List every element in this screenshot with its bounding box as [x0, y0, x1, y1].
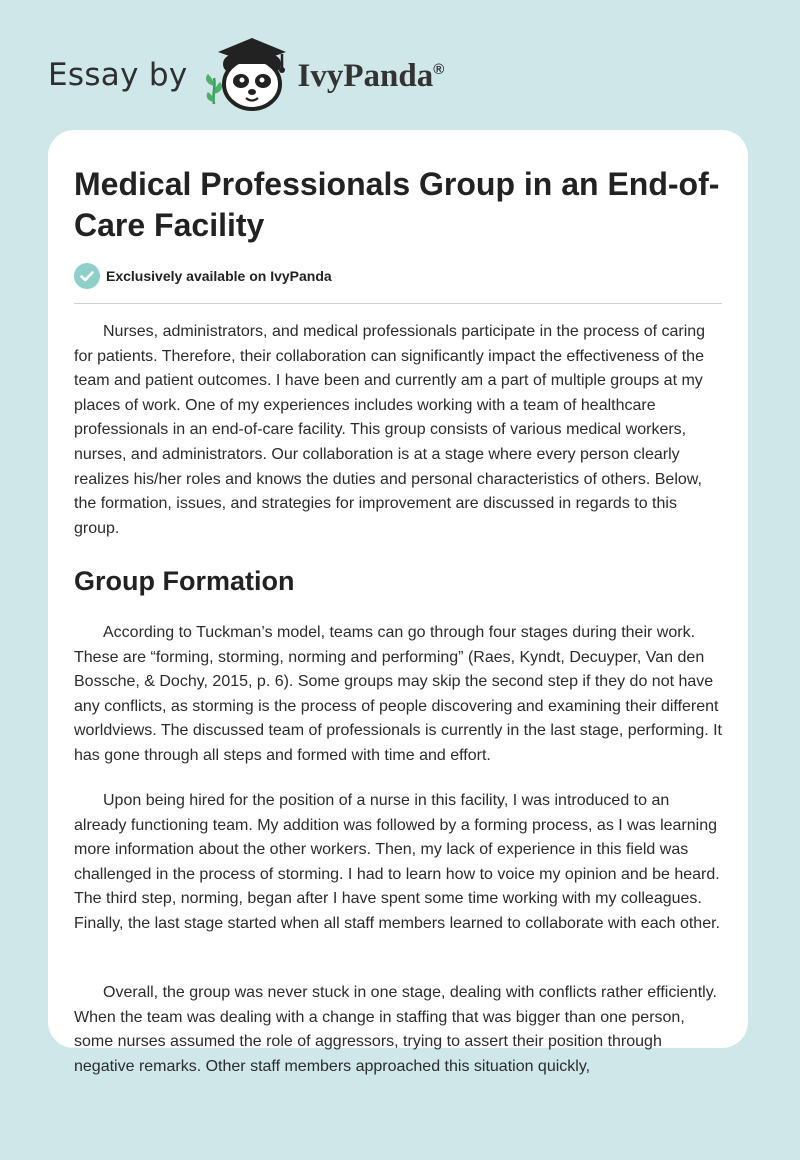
paragraph-overall: Overall, the group was never stuck in one stage, dealing with conflicts rather efficiently. When the team was dealing with a change in staffing that was bigger than one person, some nurses assumed the role of aggressors, trying to assert their position through negative remarks. Other staff members approached this situation quickly,: [74, 984, 717, 1075]
badge-label: Exclusively available on IvyPanda: [106, 268, 332, 284]
brand-prefix: Essay by: [48, 57, 188, 93]
paragraph-intro: Nurses, administrators, and medical professionals participate in the process of caring for patients. Therefore, their collaboration can significantly impact the effectiveness of the team and patient outcomes. I have been and currently am a part of multiple groups at my places of work. One of my experiences includes working with a team of healthcare professionals in an end-of-care facility. This group consists of various medical workers, nurses, and administrators. Our collaboration is at a stage where every person clearly realizes his/her roles and knows the duties and personal characteristics of others. Below, the formation, issues, and strategies for improvement are discussed in regards to this group.: [74, 323, 706, 537]
paragraph-tuckman: According to Tuckman’s model, teams can go through four stages during their work. These are “forming, storming, norming and performing” (Raes, Kyndt, Decuyper, Van den Bossche, & Dochy, 2015, p. 6). Some groups may skip the second step if they do not have any conflicts, as storming is the process of people discovering and examining their different worldviews. The discussed team of professionals is currently in the last stage, performing. It has gone through all steps and formed with time and effort.: [74, 624, 722, 764]
brand-header[interactable]: [48, 34, 444, 114]
divider: [74, 303, 722, 304]
essay-card: [48, 130, 748, 1075]
section-heading: Group Formation: [74, 566, 295, 596]
check-circle-icon: [74, 263, 100, 289]
page-title: Medical Professionals Group in an End-of-Care Facility: [74, 166, 720, 243]
exclusive-badge: [74, 263, 332, 289]
paragraph-hiring: Upon being hired for the position of a nurse in this facility, I was introduced to an already functioning team. My addition was followed by a forming process, as I was learning more information about the other workers. Then, my lack of experience in this field was challenged in the process of storming. I had to learn how to voice my opinion and be heard. The third step, norming, began after I have spent some time working with my colleagues. Finally, the last stage started when all staff members learned to collaborate with each other.: [74, 792, 720, 932]
brand-name: IvyPanda®: [297, 57, 445, 94]
panda-logo-icon: [202, 34, 294, 114]
